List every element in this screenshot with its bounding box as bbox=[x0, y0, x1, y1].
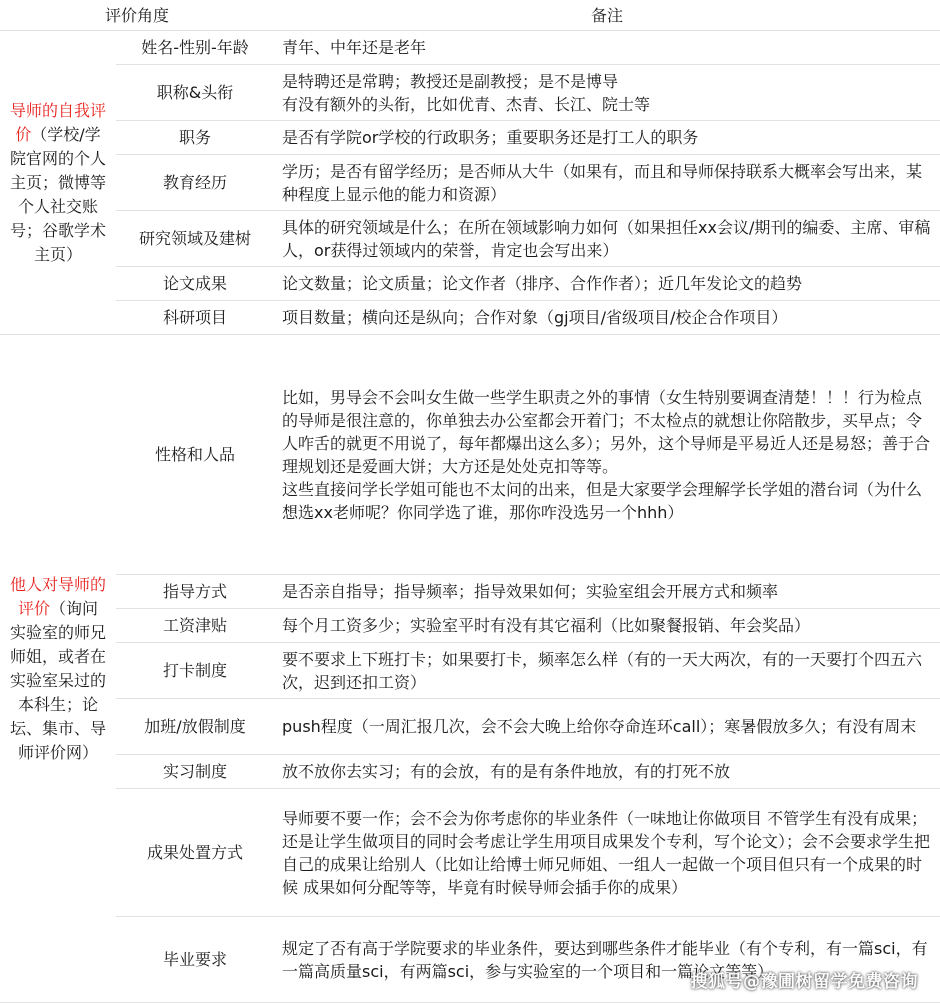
note-cell bbox=[274, 643, 940, 699]
aspect-cell: 教育经历 bbox=[116, 155, 274, 211]
table-row bbox=[0, 121, 940, 155]
note-line: push程度（一周汇报几次，会不会大晚上给你夺命连环call）；寒暑假放多久；有没有周末 bbox=[282, 717, 917, 736]
header-row bbox=[0, 0, 940, 31]
note-line: 有没有额外的头衔，比如优青、杰青、长江、院士等 bbox=[282, 94, 651, 114]
aspect-cell: 毕业要求 bbox=[116, 917, 274, 1003]
category-sources: （询问实验室的师兄师姐，或者在实验室呆过的本科生；论坛、集市、导师评价网） bbox=[10, 598, 107, 762]
note-line: 论文数量；论文质量；论文作者（排序、合作作者）；近几年发论文的趋势 bbox=[282, 274, 803, 293]
aspect-cell: 职务 bbox=[116, 121, 274, 155]
aspect-cell: 实习制度 bbox=[116, 755, 274, 789]
aspect-cell: 职称&头衔 bbox=[116, 65, 274, 121]
table-row bbox=[0, 575, 940, 609]
note-line: 比如，男导会不会叫女生做一些学生职责之外的事情（女生特别要调查清楚！！！行为检点的导师是很注意的，你单独去办公室都会开着门；不太检点的就想让你陪散步，买早点；令人咋舌的就更不用说了，每年都爆出这么多）；另外，这个导师是平易近人还是易怒；善于合理规划还是爱画大饼；大方还是处处克扣等等。 bbox=[282, 387, 931, 476]
note-cell bbox=[274, 301, 940, 335]
note-cell bbox=[274, 65, 940, 121]
table-body bbox=[0, 31, 940, 1003]
note-cell bbox=[274, 699, 940, 755]
note-line: 要不要求上下班打卡；如果要打卡，频率怎么样（有的一天大两次，有的一天要打个四五六次，迟到还扣工资） bbox=[282, 649, 923, 692]
watermark: 搜狐号@豫圃树留学免费咨询 bbox=[690, 972, 918, 992]
aspect-cell: 研究领域及建树 bbox=[116, 211, 274, 267]
aspect-cell: 打卡制度 bbox=[116, 643, 274, 699]
note-cell bbox=[274, 211, 940, 267]
note-cell bbox=[274, 335, 940, 575]
category-title: 导师的自我评价 bbox=[10, 100, 107, 144]
category-sources: （学校/学院官网的个人主页；微博等个人社交账号；谷歌学术主页） bbox=[10, 124, 107, 264]
table-row bbox=[0, 789, 940, 917]
aspect-cell: 指导方式 bbox=[116, 575, 274, 609]
aspect-cell: 加班/放假制度 bbox=[116, 699, 274, 755]
table-row bbox=[0, 155, 940, 211]
note-cell bbox=[274, 267, 940, 301]
category-cell bbox=[0, 335, 116, 1003]
table-row bbox=[0, 267, 940, 301]
table-row bbox=[0, 699, 940, 755]
table-row bbox=[0, 643, 940, 699]
note-line: 规定了否有高于学院要求的毕业条件，要达到哪些条件才能毕业（有个专利，有一篇sci，有一篇高质量sci，有两篇sci，参与实验室的一个项目和一篇论文等等） bbox=[282, 938, 928, 981]
note-line: 导师要不要一作；会不会为你考虑你的毕业条件（一味地让你做项目 不管学生有没有成果；还是让学生做项目的同时会考虑让学生用项目成果发个专利，写个论文）；会不会要求学生把自己的成果让给别人（比如让给博士师兄师姐、一组人一起做一个项目但只有一个成果的时候 成果如何分配等等，毕竟有时候导师会插手你的成果） bbox=[282, 808, 931, 897]
header-aspect: 评价角度 bbox=[0, 0, 274, 31]
note-line: 每个月工资多少；实验室平时有没有其它福利（比如聚餐报销、年会奖品） bbox=[282, 616, 811, 635]
note-line: 放不放你去实习；有的会放，有的是有条件地放，有的打死不放 bbox=[282, 762, 731, 781]
table-row bbox=[0, 211, 940, 267]
aspect-cell: 论文成果 bbox=[116, 267, 274, 301]
note-cell bbox=[274, 789, 940, 917]
note-line: 学历；是否有留学经历；是否师从大牛（如果有，而且和导师保持联系大概率会写出来，某种程度上显示他的能力和资源） bbox=[282, 161, 923, 204]
table-row bbox=[0, 65, 940, 121]
note-line: 是否有学院or学校的行政职务；重要职务还是打工人的职务 bbox=[282, 128, 699, 147]
table-row bbox=[0, 301, 940, 335]
aspect-cell: 成果处置方式 bbox=[116, 789, 274, 917]
note-line: 具体的研究领域是什么；在所在领域影响力如何（如果担任xx会议/期刊的编委、主席、审稿人，or获得过领域内的荣誉，肯定也会写出来） bbox=[282, 217, 931, 260]
aspect-cell: 科研项目 bbox=[116, 301, 274, 335]
table-row bbox=[0, 31, 940, 65]
table-row bbox=[0, 335, 940, 575]
header-note: 备注 bbox=[274, 0, 940, 31]
note-cell bbox=[274, 609, 940, 643]
note-cell bbox=[274, 121, 940, 155]
aspect-cell: 姓名-性别-年龄 bbox=[116, 31, 274, 65]
note-line: 是特聘还是常聘；教授还是副教授；是不是博导 bbox=[282, 71, 619, 91]
note-line: 青年、中年还是老年 bbox=[282, 38, 427, 57]
aspect-cell: 工资津贴 bbox=[116, 609, 274, 643]
table-row bbox=[0, 609, 940, 643]
note-cell bbox=[274, 575, 940, 609]
note-line: 项目数量；横向还是纵向；合作对象（gj项目/省级项目/校企合作项目） bbox=[282, 308, 788, 327]
aspect-cell: 性格和人品 bbox=[116, 335, 274, 575]
note-cell bbox=[274, 755, 940, 789]
table-row bbox=[0, 755, 940, 789]
note-cell bbox=[274, 155, 940, 211]
note-cell bbox=[274, 31, 940, 65]
note-line: 是否亲自指导；指导频率；指导效果如何；实验室组会开展方式和频率 bbox=[282, 582, 779, 601]
category-title: 他人对导师的评价 bbox=[10, 574, 107, 618]
category-cell bbox=[0, 31, 116, 335]
note-line: 这些直接问学长学姐可能也不太问的出来，但是大家要学会理解学长学姐的潜台词（为什么想选xx老师呢？你同学选了谁，那你咋没选另一个hhh） bbox=[282, 479, 923, 522]
